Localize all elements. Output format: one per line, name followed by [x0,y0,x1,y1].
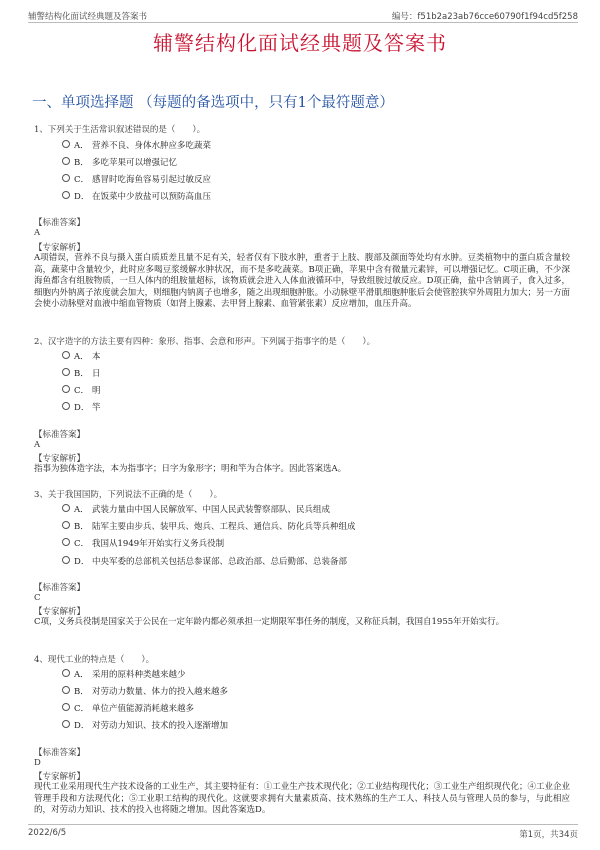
option-letter: D． [74,721,90,731]
standard-answer: D [34,758,41,768]
radio-icon[interactable] [62,385,70,393]
standard-answer: A [34,440,41,450]
option-letter: B． [74,687,89,697]
standard-answer: C [34,593,41,603]
expert-analysis-label: 【专家解析】 [34,243,86,253]
option-letter: B． [74,158,89,168]
option-text: 多吃苹果可以增强记忆 [92,158,178,168]
option-d[interactable] [62,719,228,731]
standard-answer-label: 【标准答案】 [34,218,86,228]
page-footer [28,824,578,839]
standard-answer: A [34,228,41,238]
option-c[interactable] [62,537,224,549]
standard-answer-label: 【标准答案】 [34,748,86,758]
footer-date: 2022/6/5 [28,828,67,838]
option-text: 日 [92,369,101,379]
option-text: 对劳动力数量、体力的投入越来越多 [92,687,229,697]
option-letter: A． [74,141,89,151]
option-d[interactable] [62,190,211,202]
option-letter: D． [74,403,90,413]
expert-analysis-label: 【专家解析】 [34,607,86,617]
option-letter: C． [74,175,90,185]
question-text: 3、关于我国国防，下列说法不正确的是（ ）。 [34,490,223,500]
option-a[interactable] [62,668,186,680]
header-doc-id: 编号：f51b2a23ab76cce60790f1f94cd5f258 [391,12,578,22]
option-a[interactable] [62,139,211,151]
standard-answer-label: 【标准答案】 [34,583,86,593]
option-c[interactable] [62,702,194,714]
option-b[interactable] [62,367,101,379]
option-text: 本 [92,352,101,362]
page-header [28,8,578,23]
option-letter: C． [74,539,90,549]
radio-icon[interactable] [62,521,70,529]
option-a[interactable] [62,350,101,362]
option-b[interactable] [62,685,228,697]
expert-analysis-label: 【专家解析】 [34,772,86,782]
option-text: 竿 [92,403,101,413]
radio-icon[interactable] [62,703,70,711]
option-c[interactable] [62,173,211,185]
option-letter: C． [74,386,90,396]
expert-analysis: 现代工业采用现代生产技术设备的工业生产，其主要特征有：①工业生产技术现代化；②工业结构现代化；③工业生产组织现代化；④工业企业管理手段和方法现代化；⑤工业职工结构的现代化。这就要求拥有大量素质高、技术熟练的生产工人、科技人员与管理人员的参与，与此相应的，对劳动力知识、技术的投入也将随之增加。因此答案选D。 [34,782,570,815]
header-doc-title: 辅警结构化面试经典题及答案书 [28,12,148,22]
option-b[interactable] [62,520,356,532]
option-letter: B． [74,522,89,532]
option-letter: A． [74,505,89,515]
expert-analysis: 指事为独体造字法，本为指事字；日字为象形字；明和竿为合体字。因此答案选A。 [34,464,347,474]
option-letter: D． [74,557,90,567]
option-a[interactable] [62,503,330,515]
expert-analysis: A项错误，营养不良与摄入蛋白质质差且量不足有关，轻者仅有下肢水肿，重者于上肢、腹部及颜面等处均有水肿。豆类植物中的蛋白质含量较高，蔬菜中含量较少，此时应多喝豆浆缓解水肿状况，而不是多吃蔬菜。B项正确，苹果中含有微量元素锌，可以增强记忆。C项正确，不少深海鱼都含有组胺物质，一旦人体内的组胺量超标，该物质就会进入人体血液循环中，导致组胺过敏反应。D项正确，盐中含钠离子，食入过多，细胞内外钠离子浓度就会加大，则细胞内钠离子也增多，随之出现细胞肿胀。小动脉壁平滑肌细胞肿胀后会使管腔狭窄外周阻力加大；另一方面会使小动脉壁对血液中缩血管物质（如肾上腺素、去甲肾上腺素、血管紧张素）反应增加，血压升高。 [34,253,570,309]
option-d[interactable] [62,401,101,413]
radio-icon[interactable] [62,351,70,359]
option-text: 在饭菜中少放盐可以预防高血压 [92,192,212,202]
expert-analysis-label: 【专家解析】 [34,454,86,464]
radio-icon[interactable] [62,174,70,182]
option-letter: A． [74,352,89,362]
option-text: 我国从1949年开始实行义务兵役制 [92,539,225,549]
option-letter: A． [74,670,89,680]
radio-icon[interactable] [62,538,70,546]
option-text: 感冒时吃海鱼容易引起过敏反应 [92,175,212,185]
radio-icon[interactable] [62,140,70,148]
radio-icon[interactable] [62,556,70,564]
radio-icon[interactable] [62,157,70,165]
option-text: 中央军委的总部机关包括总参谋部、总政治部、总后勤部、总装备部 [92,557,348,567]
radio-icon[interactable] [62,191,70,199]
radio-icon[interactable] [62,686,70,694]
page-title: 辅警结构化面试经典题及答案书 [153,31,447,55]
option-letter: B． [74,369,89,379]
radio-icon[interactable] [62,504,70,512]
footer-page-number: 第1页，共34页 [519,830,578,840]
option-text: 明 [92,386,101,396]
standard-answer-label: 【标准答案】 [34,430,86,440]
radio-icon[interactable] [62,368,70,376]
question-text: 1、下列关于生活常识叙述错误的是（ ）。 [34,125,206,135]
option-letter: D． [74,192,90,202]
option-text: 对劳动力知识、技术的投入逐渐增加 [92,721,229,731]
option-text: 陆军主要由步兵、装甲兵、炮兵、工程兵、通信兵、防化兵等兵种组成 [92,522,356,532]
radio-icon[interactable] [62,669,70,677]
question-text: 2、汉字造字的方法主要有四种：象形、指事、会意和形声。下列属于指事字的是（ ）。 [34,337,376,347]
option-text: 武装力量由中国人民解放军、中国人民武装警察部队、民兵组成 [92,505,331,515]
option-letter: C． [74,704,90,714]
option-text: 营养不良、身体水肿应多吃蔬菜 [92,141,212,151]
expert-analysis: C项，义务兵役制是国家关于公民在一定年龄内都必须承担一定期限军事任务的制度，又称征兵制，我国自1955年开始实行。 [34,617,505,627]
option-text: 采用的原料种类越来越少 [92,670,186,680]
radio-icon[interactable] [62,720,70,728]
option-text: 单位产值能源消耗越来越多 [92,704,195,714]
option-c[interactable] [62,384,101,396]
section-heading: 一、单项选择题 （每题的备选项中，只有1个最符题意） [32,95,394,111]
option-d[interactable] [62,555,347,567]
question-text: 4、现代工业的特点是（ ）。 [34,655,155,665]
option-b[interactable] [62,156,177,168]
radio-icon[interactable] [62,402,70,410]
